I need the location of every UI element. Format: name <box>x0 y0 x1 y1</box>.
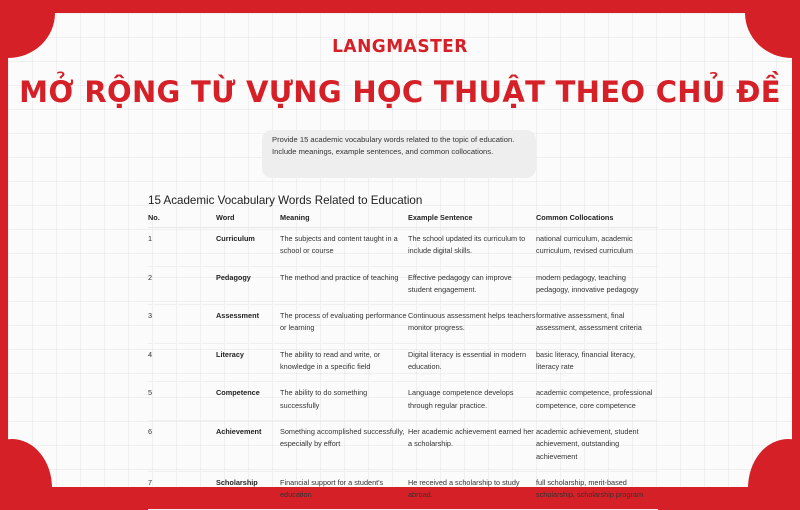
cell-word: Assessment <box>216 305 280 344</box>
cell-meaning: The ability to do something successfully <box>280 382 408 421</box>
cell-meaning: The method and practice of teaching <box>280 266 408 305</box>
cell-no: 2 <box>148 266 216 305</box>
header-meaning: Meaning <box>280 207 408 228</box>
cell-example: Her academic achievement earned her a scholarship. <box>408 420 536 471</box>
cell-meaning: Something accomplished successfully, especially by effort <box>280 420 408 471</box>
cell-collocations: basic literacy, financial literacy, literacy rate <box>536 343 658 382</box>
cell-example: Continuous assessment helps teachers monitor progress. <box>408 305 536 344</box>
cell-collocations: modern pedagogy, teaching pedagogy, innovative pedagogy <box>536 266 658 305</box>
cell-no: 6 <box>148 420 216 471</box>
header-example: Example Sentence <box>408 207 536 228</box>
table-row <box>148 420 658 471</box>
cell-collocations: national curriculum, academic curriculum, revised curriculum <box>536 228 658 267</box>
header-word: Word <box>216 207 280 228</box>
cell-example: The school updated its curriculum to include digital skills. <box>408 228 536 267</box>
cell-no: 1 <box>148 228 216 267</box>
cell-no: 3 <box>148 305 216 344</box>
cell-no: 4 <box>148 343 216 382</box>
cell-collocations: academic achievement, student achievement, outstanding achievement <box>536 420 658 471</box>
cell-example: Language competence develops through regular practice. <box>408 382 536 421</box>
cell-example: Digital literacy is essential in modern education. <box>408 343 536 382</box>
cell-word: Achievement <box>216 420 280 471</box>
cell-example: Effective pedagogy can improve student engagement. <box>408 266 536 305</box>
cell-collocations: formative assessment, final assessment, assessment criteria <box>536 305 658 344</box>
corner-decoration <box>748 439 792 487</box>
cell-collocations: full scholarship, merit-based scholarship, scholarship program <box>536 471 658 510</box>
page-title: MỞ RỘNG TỪ VỰNG HỌC THUẬT THEO CHỦ ĐỀ <box>19 75 781 109</box>
cell-meaning: The ability to read and write, or knowledge in a specific field <box>280 343 408 382</box>
table-row <box>148 382 658 421</box>
table-row <box>148 471 658 510</box>
cell-word: Competence <box>216 382 280 421</box>
cell-meaning: The subjects and content taught in a school or course <box>280 228 408 267</box>
header-no: No. <box>148 207 216 228</box>
brand-logo: LANGMASTER <box>332 36 468 58</box>
cell-example: He received a scholarship to study abroad. <box>408 471 536 510</box>
table-row <box>148 305 658 344</box>
table-header-row <box>148 207 658 228</box>
cell-word: Curriculum <box>216 228 280 267</box>
table-title: 15 Academic Vocabulary Words Related to Education <box>148 194 423 207</box>
cell-no: 5 <box>148 382 216 421</box>
cell-meaning: The process of evaluating performance or learning <box>280 305 408 344</box>
cell-word: Pedagogy <box>216 266 280 305</box>
vocabulary-table <box>148 207 658 510</box>
cell-word: Scholarship <box>216 471 280 510</box>
cell-word: Literacy <box>216 343 280 382</box>
header-collocations: Common Collocations <box>536 207 658 228</box>
table-row <box>148 266 658 305</box>
chat-prompt-bubble: Provide 15 academic vocabulary words related to the topic of education. Include meanings, example sentences, and common collocations. <box>262 130 536 178</box>
cell-no: 7 <box>148 471 216 510</box>
table-row <box>148 228 658 267</box>
corner-decoration <box>8 439 52 487</box>
cell-meaning: Financial support for a student's education <box>280 471 408 510</box>
table-row <box>148 343 658 382</box>
cell-collocations: academic competence, professional competence, core competence <box>536 382 658 421</box>
